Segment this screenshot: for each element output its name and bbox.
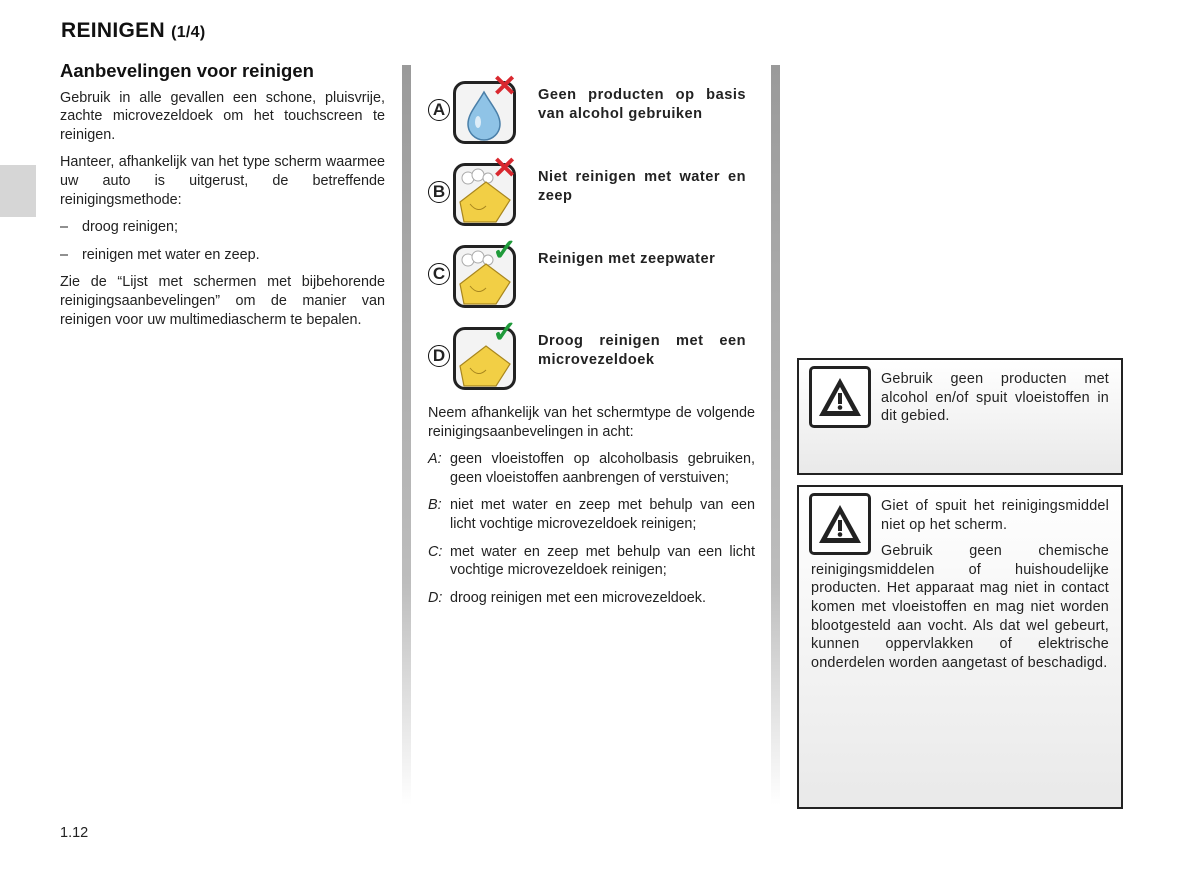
icon-group <box>428 70 538 160</box>
list-item-text: reinigen met water en zeep. <box>82 246 260 263</box>
column-divider <box>402 65 411 805</box>
letter-badge: B <box>428 181 450 203</box>
paragraph: Neem afhankelijk van het schermtype de volgende reinigingsaanbevelingen in acht: <box>428 405 755 440</box>
list-key: A: <box>428 451 442 468</box>
icon-group <box>428 152 538 242</box>
list-item-text: droog reinigen; <box>82 219 179 236</box>
icon-row <box>428 70 755 160</box>
section-heading: Aanbevelingen voor reinigen <box>60 60 314 81</box>
warning-text: Giet of spuit het reinigingsmiddel niet op het scherm. <box>881 498 1109 533</box>
icon-caption: Reinigen met zeepwater <box>538 251 716 267</box>
page-title <box>61 19 205 43</box>
icon-caption: Droog reinigen met een microvezeldoek <box>538 333 746 368</box>
list-item <box>428 496 755 533</box>
paragraph: Gebruik in alle gevallen een schone, pluisvrije, zachte microvezeldoek om het touchscreen te reinigen. <box>60 89 385 143</box>
icon-row <box>428 316 755 406</box>
list-key: D: <box>428 589 443 606</box>
list-text: geen vloeistoffen op alcoholbasis gebruiken, geen vloeistoffen aanbrengen of verstuiven; <box>450 451 755 486</box>
list-key: C: <box>428 543 443 560</box>
icon-group <box>428 234 538 324</box>
warning-box <box>797 485 1123 809</box>
list-item <box>428 543 755 580</box>
left-column <box>60 62 385 338</box>
list-text: met water en zeep met behulp van een licht vochtige microvezeldoek reinigen; <box>450 543 755 579</box>
warning-triangle-icon <box>809 366 871 428</box>
paragraph: Hanteer, afhankelijk van het type scherm waarmee uw auto is uitgerust, de betreffende reinigingsmethode: <box>60 154 385 208</box>
warning-box <box>797 358 1123 475</box>
paragraph: Zie de “Lijst met schermen met bijbehorende reinigingsaanbevelingen” om de manier van reinigen voor uw multimediascherm te bepalen. <box>60 274 385 328</box>
letter-badge: C <box>428 263 450 285</box>
list-key: B: <box>428 497 442 514</box>
cross-icon: ✕ <box>492 152 518 185</box>
icon-group <box>428 316 538 406</box>
letter-badge: A <box>428 99 450 121</box>
warning-text: Gebruik geen producten met alcohol en/of spuit vloeistoffen in dit gebied. <box>881 371 1109 425</box>
section-tab <box>0 165 36 217</box>
list-item: – droog reinigen; <box>60 219 179 236</box>
icon-row <box>428 152 755 242</box>
column-divider <box>771 65 780 805</box>
list-text: droog reinigen met een microvezeldoek. <box>450 589 706 606</box>
check-icon: ✓ <box>492 234 518 267</box>
letter-badge: D <box>428 345 450 367</box>
icon-caption: Geen producten op basis van alcohol gebruiken <box>538 87 746 122</box>
middle-column <box>428 70 755 616</box>
list-text: niet met water en zeep met behulp van een licht vochtige microvezeldoek reinigen; <box>450 497 755 532</box>
list-item <box>428 589 755 608</box>
page-number: 1.12 <box>60 825 89 841</box>
title-text: REINIGEN <box>61 19 165 42</box>
check-icon: ✓ <box>492 316 518 349</box>
icon-caption: Niet reinigen met water en zeep <box>538 169 746 204</box>
warning-text: Gebruik geen chemische reinigingsmiddelen of huishoudelijke producten. Het apparaat mag niet in contact komen met vloeistoffen en mag niet worden blootgesteld aan vocht. Als dat wel gebeurt, kunnen oppervlakken of elektrische onderdelen worden aangetast of beschadigd. <box>811 543 1109 671</box>
title-part: (1/4) <box>171 24 206 41</box>
warning-triangle-icon <box>809 493 871 555</box>
list-item <box>428 450 755 487</box>
icon-row <box>428 234 755 324</box>
list-item: – reinigen met water en zeep. <box>60 246 260 263</box>
cross-icon: ✕ <box>492 70 518 103</box>
